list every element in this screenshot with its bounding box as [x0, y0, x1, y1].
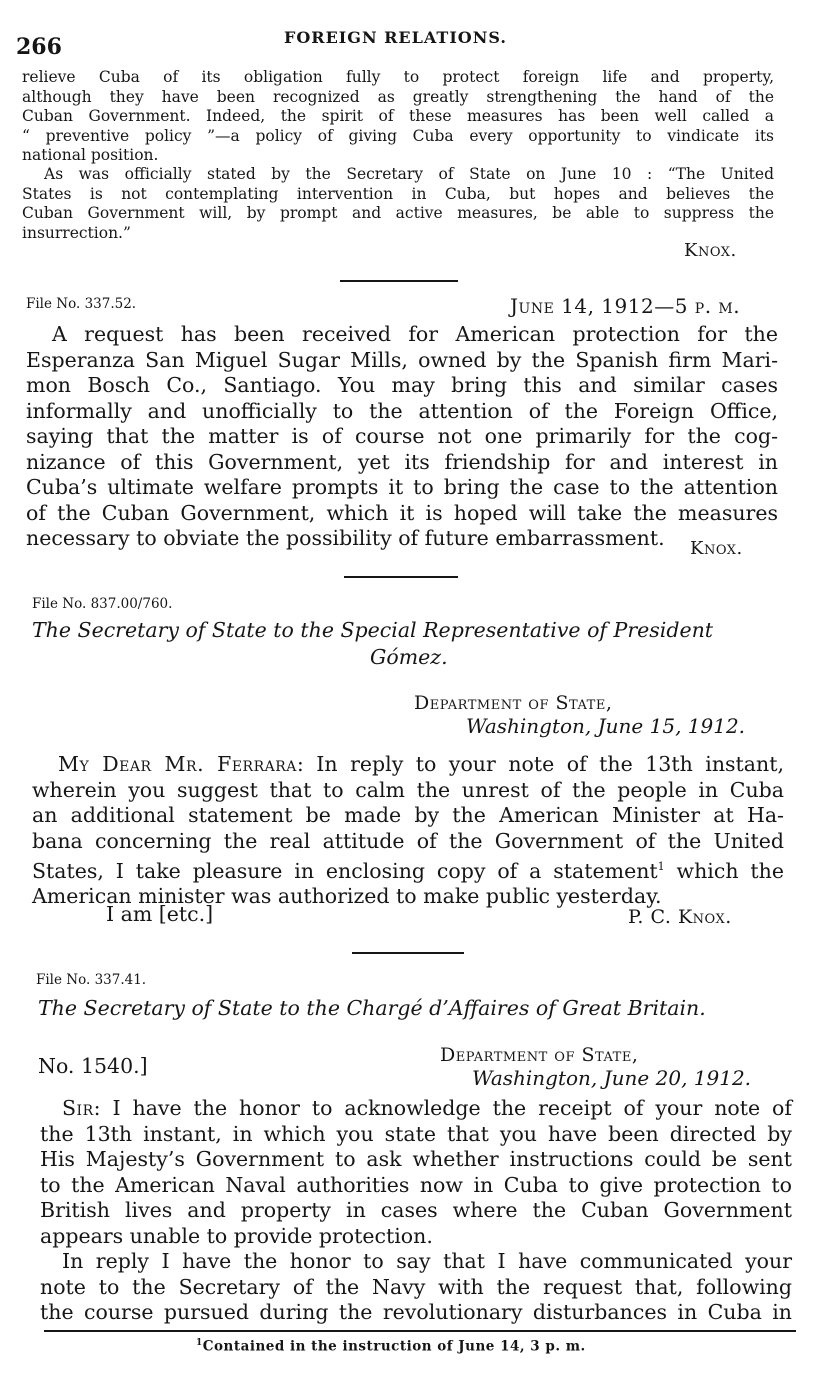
text-line: Cuban Government. Indeed, the spirit of these measures has been well called a: [22, 107, 774, 125]
letter-heading: The Secretary of State to the Chargé d’Affaires of Great Britain.: [38, 996, 706, 1020]
text-line: Cuban Government will, by prompt and active measures, be able to suppress the: [22, 204, 774, 222]
text-line: note to the Secretary of the Navy with the request that, following: [40, 1274, 792, 1299]
text-line: British lives and property in cases where the Cuban Government: [40, 1198, 792, 1222]
text-line: “ preventive policy ”—a policy of giving Cuba every opportunity to vindicate its: [22, 126, 774, 145]
text-line: A request has been received for American protection for the: [52, 322, 778, 346]
file-number: File No. 337.52.: [26, 296, 137, 312]
section-divider: [344, 576, 458, 578]
text-line: mon Bosch Co., Santiago. You may bring this and similar cases: [26, 373, 778, 397]
text-line: [32, 752, 784, 778]
dispatch-date: June 14, 1912—5 p. m.: [510, 294, 741, 318]
footnote-reference: 1: [657, 860, 665, 873]
closing: I am [etc.]: [106, 902, 214, 926]
text-line: [40, 1096, 792, 1122]
text-line: an additional statement be made by the American Minister at Ha-: [32, 803, 784, 827]
salutation: My Dear Mr. Ferrara: [58, 752, 297, 776]
text-line: [32, 854, 784, 884]
text-line: to the American Naval authorities now in Cuba to give protection to: [40, 1172, 792, 1197]
section-divider: [340, 280, 458, 282]
running-title: FOREIGN RELATIONS.: [284, 28, 507, 47]
department-line: Department of State,: [414, 692, 613, 714]
text-line: relieve Cuba of its obligation fully to protect foreign life and property,: [22, 68, 774, 86]
text-span: : In reply to your note of the 13th instant,: [296, 752, 784, 776]
place-date: Washington, June 20, 1912.: [472, 1066, 752, 1090]
text-line: necessary to obviate the possibility of future embarrassment.: [26, 526, 665, 550]
text-line: national position.: [22, 146, 159, 164]
text-line: saying that the matter is of course not one primarily for the cog-: [26, 424, 778, 448]
text-span: States, I take pleasure in enclosing copy of a statement: [32, 858, 658, 883]
page-number: 266: [16, 34, 62, 60]
text-line: the 13th instant, in which you state that you have been directed by: [40, 1121, 792, 1146]
department-line: Department of State,: [440, 1044, 639, 1066]
text-line: the course pursued during the revolutionary disturbances in Cuba in: [40, 1300, 792, 1324]
opening-paragraph-2: [22, 165, 774, 243]
despatch-number: No. 1540.]: [38, 1054, 148, 1078]
section-divider: [352, 952, 464, 954]
signature-knox-2: Knox.: [690, 538, 743, 559]
doc4-body: [40, 1096, 792, 1326]
text-line: American minister was authorized to make public yesterday.: [32, 884, 662, 909]
doc2-body: [26, 322, 778, 552]
text-line: nizance of this Government, yet its friendship for and interest in: [26, 449, 778, 474]
place-date: Washington, June 15, 1912.: [466, 714, 746, 738]
text-line: wherein you suggest that to calm the unrest of the people in Cuba: [32, 777, 784, 802]
text-span: which the: [664, 858, 784, 883]
text-line: informally and unofficially to the attention of the Foreign Office,: [26, 398, 778, 423]
text-span: : I have the honor to acknowledge the receipt of your note of: [93, 1096, 792, 1120]
text-line: bana concerning the real attitude of the Government of the United: [32, 828, 784, 853]
file-number: File No. 337.41.: [36, 972, 147, 988]
signature-pc-knox: P. C. Knox.: [628, 906, 732, 928]
text-line: although they have been recognized as greatly strengthening the hand of the: [22, 87, 774, 106]
file-number: File No. 837.00/760.: [32, 596, 173, 612]
footnote-text: Contained in the instruction of June 14, 3 p. m.: [202, 1338, 586, 1355]
text-line: His Majesty’s Government to ask whether instructions could be sent: [40, 1147, 792, 1171]
text-line: appears unable to provide protection.: [40, 1223, 433, 1248]
text-line: States is not contemplating intervention in Cuba, but hopes and believes the: [22, 184, 774, 203]
opening-paragraph-1: [22, 68, 774, 166]
footnote-marker: 1: [196, 1338, 203, 1348]
letter-heading-cont: Gómez.: [370, 645, 448, 669]
footnote-rule: [44, 1330, 796, 1332]
text-line: Esperanza San Miguel Sugar Mills, owned by the Spanish firm Mari-: [26, 347, 778, 372]
letter-heading: The Secretary of State to the Special Representative of President: [32, 618, 714, 642]
text-line: insurrection.”: [22, 223, 131, 242]
text-line: As was officially stated by the Secretary of State on June 10 : “The United: [44, 165, 774, 183]
text-line: Cuba’s ultimate welfare prompts it to bring the case to the attention: [26, 475, 778, 499]
text-line: In reply I have the honor to say that I have communicated your: [62, 1249, 792, 1273]
text-line: of the Cuban Government, which it is hoped will take the measures: [26, 500, 778, 525]
salutation: Sir: [62, 1096, 94, 1120]
doc3-body: [32, 752, 784, 910]
signature-knox-1: Knox.: [684, 240, 737, 261]
footnote: [196, 1338, 586, 1355]
